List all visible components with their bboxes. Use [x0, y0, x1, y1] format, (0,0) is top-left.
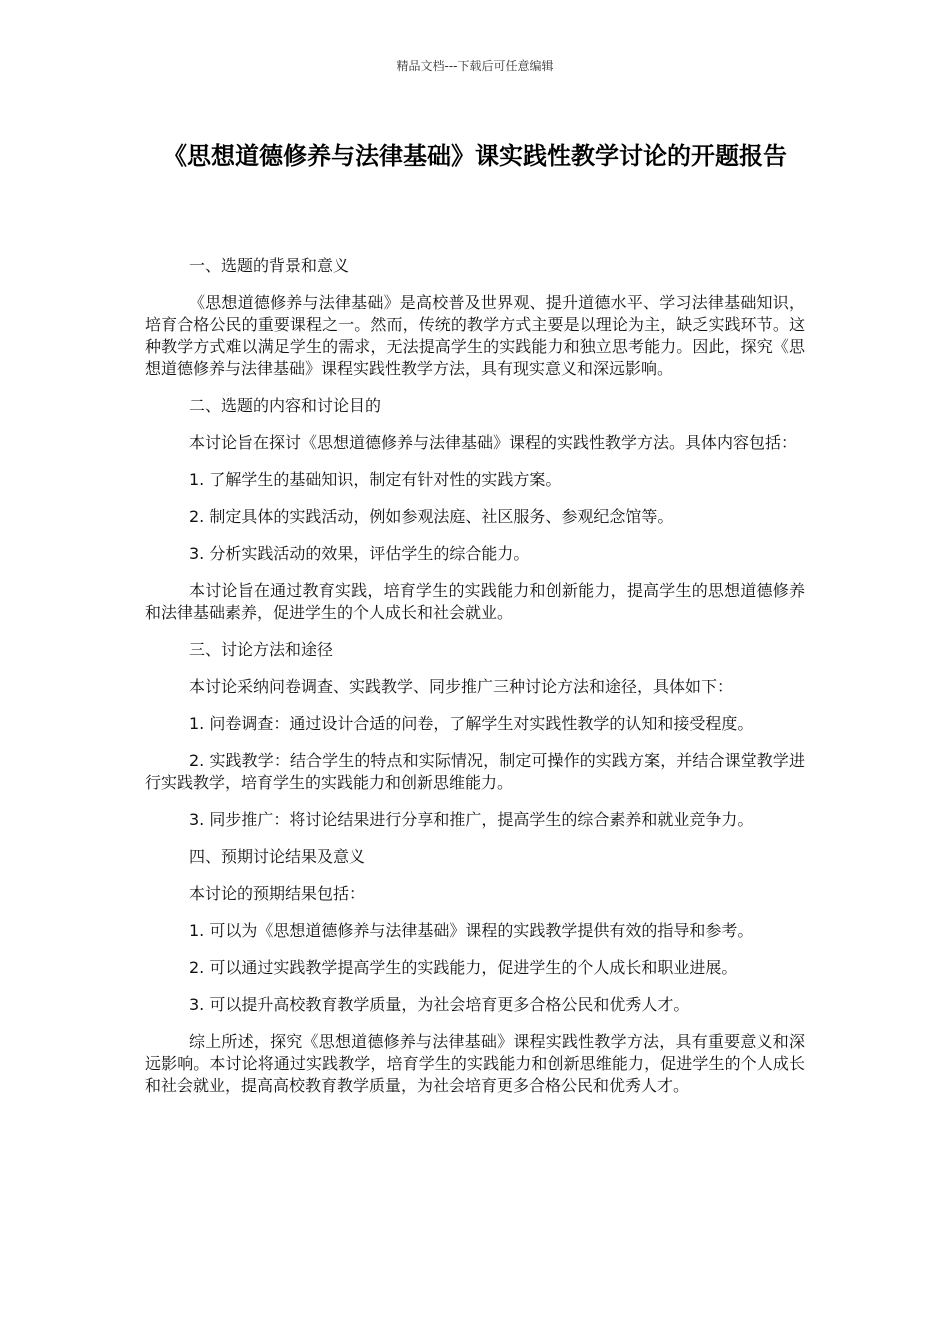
section-heading-methods: 三、讨论方法和途径 — [189, 640, 334, 659]
header-note: 精品文档---下载后可任意编辑 — [396, 59, 554, 73]
list-item-results-2: 2. 可以通过实践教学提高学生的实践能力，促进学生的个人成长和职业进展。 — [189, 958, 738, 977]
paragraph-background: 《思想道德修养与法律基础》是高校普及世界观、提升道德水平、学习法律基础知识，培育合格公民的重要课程之一。然而，传统的教学方式主要是以理论为主，缺乏实践环节。这种教学方式难以满足学生的需求，无法提高学生的实践能力和独立思考能力。因此，探究《思想道德修养与法律基础》课程实践性教学方法，具有现实意义和深远影响。 — [145, 293, 805, 378]
list-item-results-3: 3. 可以提升高校教育教学质量，为社会培育更多合格公民和优秀人才。 — [189, 995, 690, 1014]
section-heading-content: 二、选题的内容和讨论目的 — [189, 396, 382, 415]
document-title: 《思想道德修养与法律基础》课实践性教学讨论的开题报告 — [163, 142, 787, 170]
section-heading-background: 一、选题的背景和意义 — [189, 256, 350, 275]
document-body — [145, 255, 805, 1112]
paragraph-methods-intro: 本讨论采纳问卷调查、实践教学、同步推广三种讨论方法和途径，具体如下： — [189, 677, 734, 696]
paragraph-content-goal: 本讨论旨在通过教育实践，培育学生的实践能力和创新能力，提高学生的思想道德修养和法律基础素养，促进学生的个人成长和社会就业。 — [145, 581, 805, 622]
list-item-content-3: 3. 分析实践活动的效果，评估学生的综合能力。 — [189, 544, 530, 563]
list-item-content-1: 1. 了解学生的基础知识，制定有针对性的实践方案。 — [189, 470, 562, 489]
list-item-results-1: 1. 可以为《思想道德修养与法律基础》课程的实践教学提供有效的指导和参考。 — [189, 921, 754, 940]
paragraph-conclusion: 综上所述，探究《思想道德修养与法律基础》课程实践性教学方法，具有重要意义和深远影响。本讨论将通过实践教学，培育学生的实践能力和创新思维能力，促进学生的个人成长和社会就业，提高高校教育教学质量，为社会培育更多合格公民和优秀人才。 — [145, 1032, 805, 1095]
list-item-methods-1: 1. 问卷调查：通过设计合适的问卷，了解学生对实践性教学的认知和接受程度。 — [189, 714, 754, 733]
list-item-methods-2: 2. 实践教学：结合学生的特点和实际情况，制定可操作的实践方案，并结合课堂教学进行实践教学，培育学生的实践能力和创新思维能力。 — [145, 751, 805, 792]
section-heading-results: 四、预期讨论结果及意义 — [189, 847, 366, 866]
paragraph-results-intro: 本讨论的预期结果包括： — [189, 884, 366, 903]
list-item-content-2: 2. 制定具体的实践活动，例如参观法庭、社区服务、参观纪念馆等。 — [189, 507, 674, 526]
paragraph-content-intro: 本讨论旨在探讨《思想道德修养与法律基础》课程的实践性教学方法。具体内容包括： — [189, 433, 798, 452]
list-item-methods-3: 3. 同步推广：将讨论结果进行分享和推广，提高学生的综合素养和就业竞争力。 — [189, 810, 754, 829]
